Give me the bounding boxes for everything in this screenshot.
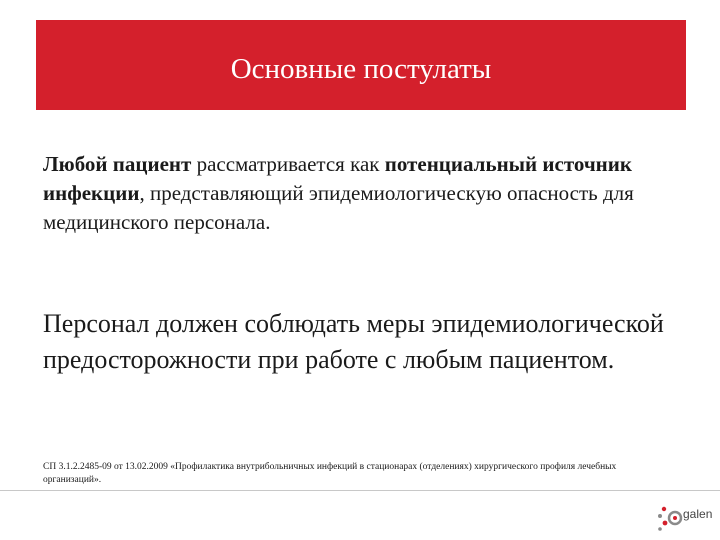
bold-phrase-any-patient: Любой пациент <box>43 152 192 176</box>
footer-divider <box>0 490 720 491</box>
slide-title: Основные постулаты <box>230 52 492 85</box>
logo-dot-red-1 <box>662 507 666 511</box>
paragraph-patient-risk <box>43 150 693 237</box>
logo-dot-grey-2 <box>658 527 662 531</box>
text-phrase-considered: рассматривается как <box>191 152 385 176</box>
title-banner <box>36 20 686 110</box>
logo-wordmark: galen <box>683 507 713 521</box>
logo-ring-center <box>673 516 677 520</box>
text-phrase-danger: , представляющий эпидемиологическую опасность для медицинского персонала. <box>43 181 634 234</box>
logo-dot-grey-1 <box>658 514 662 518</box>
bold-phrase-infection-source: потенциальный источник инфекции <box>43 152 632 205</box>
paragraph-precautions: Персонал должен соблюдать меры эпидемиологической предосторожности при работе с любым пациентом. <box>43 309 664 374</box>
logo-dot-red-2 <box>663 521 668 526</box>
footnote-reference: СП 3.1.2.2485-09 от 13.02.2009 «Профилактика внутрибольничных инфекций в стационарах (отделениях) хирургического профиля лечебных организаций». <box>43 462 617 485</box>
